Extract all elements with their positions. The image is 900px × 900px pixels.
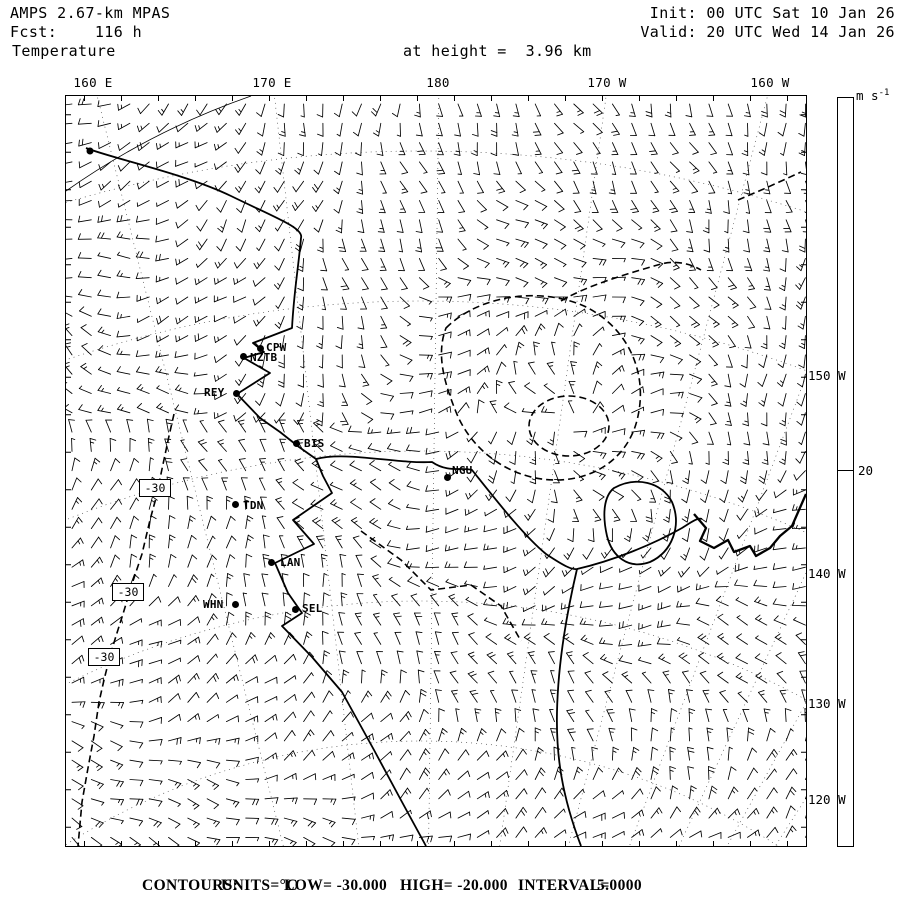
model-title: AMPS 2.67-km MPAS (10, 4, 171, 22)
axis-label-160w: 160 W (750, 75, 790, 90)
map-canvas (66, 96, 806, 846)
axis-label-140w: 140 W (808, 566, 846, 581)
coast-east-squiggle (694, 494, 806, 556)
station-dot-rey (233, 390, 240, 397)
station-label-rey: REY (204, 386, 225, 399)
station-dot-nztb (240, 353, 247, 360)
footer-low: LOW= -30.000 (284, 877, 388, 894)
station-dot-whn (232, 601, 239, 608)
contour-value: -30 (144, 481, 166, 495)
contour-meander (361, 531, 521, 641)
axis-label-150w: 150 W (808, 368, 846, 383)
axis-label-170w: 170 W (587, 75, 627, 90)
valid-time: Valid: 20 UTC Wed 14 Jan 26 (640, 23, 895, 41)
station-label-lan: LAN (280, 556, 301, 569)
wind-speed-colorbar (837, 97, 854, 847)
station-dot-lan (268, 559, 275, 566)
colorbar-units-exponent: -1 (878, 88, 890, 98)
station-dot-ngu (444, 474, 451, 481)
station-label-bis: BIS (304, 437, 325, 450)
colorbar-units-base: m s (856, 88, 879, 104)
station-label-ngu: NGU (452, 464, 473, 477)
contour-label-box (139, 479, 171, 497)
coast-bottom-right (557, 569, 581, 846)
contour-value: -30 (117, 585, 139, 599)
footer-contours-label: CONTOURS: (142, 877, 239, 894)
station-label-sel: SEL (302, 602, 323, 615)
station-dot-tdn (232, 501, 239, 508)
station-label-tdn: TDN (243, 499, 264, 512)
colorbar-divider (838, 470, 853, 471)
axis-label-120w: 120 W (808, 792, 846, 807)
axis-label-130w: 130 W (808, 696, 846, 711)
colorbar-tick-label: 20 (858, 463, 874, 478)
coast-victoria-land (86, 148, 426, 846)
init-time: Init: 00 UTC Sat 10 Jan 26 (649, 4, 895, 22)
footer-units: UNITS=°C (221, 877, 298, 894)
station-dot-sel (292, 606, 299, 613)
station-label-cpw: CPW (266, 341, 287, 354)
station-label-nztb: NZTB (250, 351, 278, 364)
contour-minus20-loop (529, 396, 609, 456)
footer-high: HIGH= -20.000 (400, 877, 508, 894)
station-dot-bis (293, 440, 300, 447)
footer-interval-value: 5.0000 (597, 877, 643, 894)
axis-label-180: 180 (426, 75, 450, 90)
contour-label-box (112, 583, 144, 601)
contour-corner (738, 172, 801, 200)
map-panel (65, 95, 807, 847)
station-label-whn: WHN (203, 598, 224, 611)
contour-value: -30 (93, 650, 115, 664)
field-name: Temperature (12, 42, 116, 60)
island-outline (604, 482, 676, 564)
axis-label-160e: 160 E (73, 75, 113, 90)
forecast-hour: Fcst: 116 h (10, 23, 143, 41)
temperature-contours (78, 172, 801, 846)
colorbar-units (856, 88, 889, 103)
level-label: at height = 3.96 km (403, 42, 592, 60)
axis-label-170e: 170 E (252, 75, 292, 90)
contour-label-box (88, 648, 120, 666)
wind-barbs (66, 99, 806, 846)
footer-interval-label: INTERVAL= (518, 877, 610, 894)
contour-minus25-loop (441, 296, 640, 480)
coast-ice-shelf-edge (316, 456, 702, 569)
